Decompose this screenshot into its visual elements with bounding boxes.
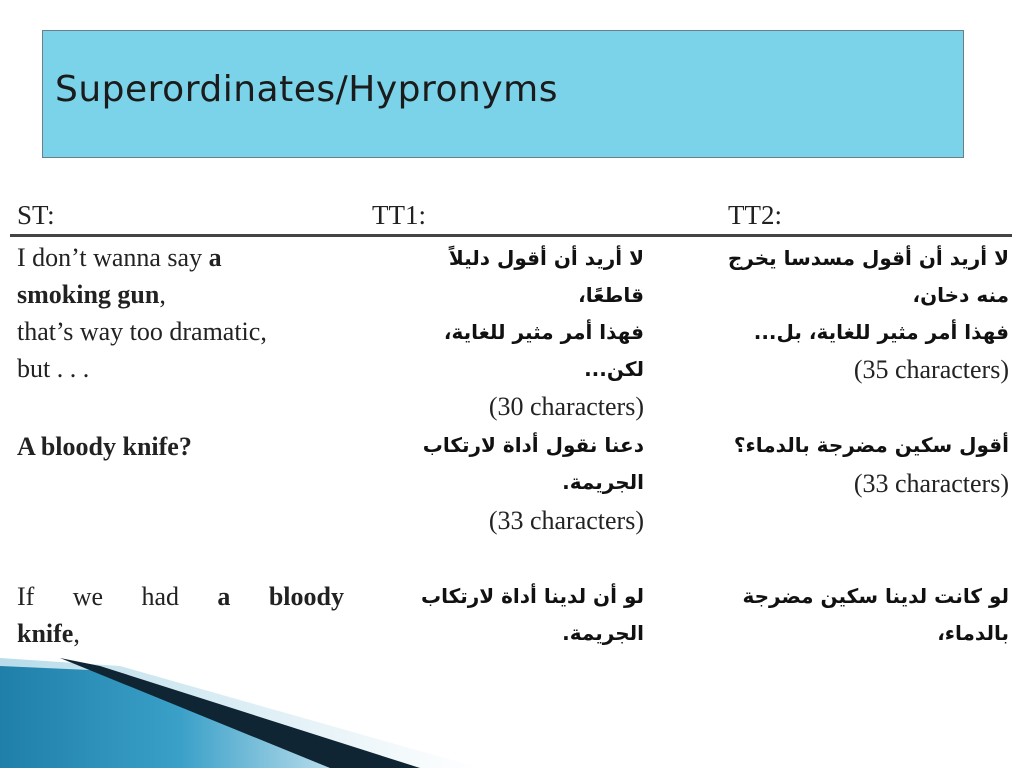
tt1-line: فهذا أمر مثير للغاية، [443, 320, 644, 344]
tt2-line: لو كانت لدينا سكين مضرجة [742, 584, 1009, 608]
tt1-character-count: (30 characters) [488, 392, 644, 421]
st-line: knife, [17, 619, 80, 648]
tt2-character-count: (35 characters) [853, 355, 1009, 384]
st-line: A bloody knife? [17, 432, 192, 461]
tt1-line: دعنا نقول أداة لارتكاب [422, 433, 644, 457]
tt1-line: لو أن لدينا أداة لارتكاب [420, 584, 644, 608]
tt2-line: لا أريد أن أقول مسدسا يخرج [727, 246, 1009, 270]
tt2-line: بالدماء، [937, 621, 1009, 645]
tt2-line: أقول سكين مضرجة بالدماء؟ [733, 433, 1009, 457]
st-line: I don’t wanna say a [17, 243, 222, 272]
header-tt1: TT1: [372, 200, 426, 230]
tt1-character-count: (33 characters) [488, 506, 644, 535]
tt2-line: منه دخان، [912, 283, 1009, 307]
header-rule [10, 234, 1012, 237]
title-box [42, 30, 964, 158]
st-line: but . . . [17, 354, 90, 383]
tt2-character-count: (33 characters) [853, 469, 1009, 498]
bottom-decoration [0, 658, 1024, 768]
st-line-justified: If we had a bloody [17, 582, 344, 611]
slide-title: Superordinates/Hypronyms [55, 69, 558, 110]
header-tt2: TT2: [728, 200, 782, 230]
st-line: that’s way too dramatic, [17, 317, 267, 346]
tt1-line: لا أريد أن أقول دليلاً [448, 246, 644, 270]
tt1-line: الجريمة. [562, 470, 644, 494]
st-line: smoking gun, [17, 280, 166, 309]
tt1-line: قاطعًا، [578, 283, 644, 307]
tt1-line: لكن... [584, 357, 644, 381]
header-st: ST: [17, 200, 55, 230]
tt2-line: فهذا أمر مثير للغاية، بل... [753, 320, 1009, 344]
tt1-line: الجريمة. [562, 621, 644, 645]
